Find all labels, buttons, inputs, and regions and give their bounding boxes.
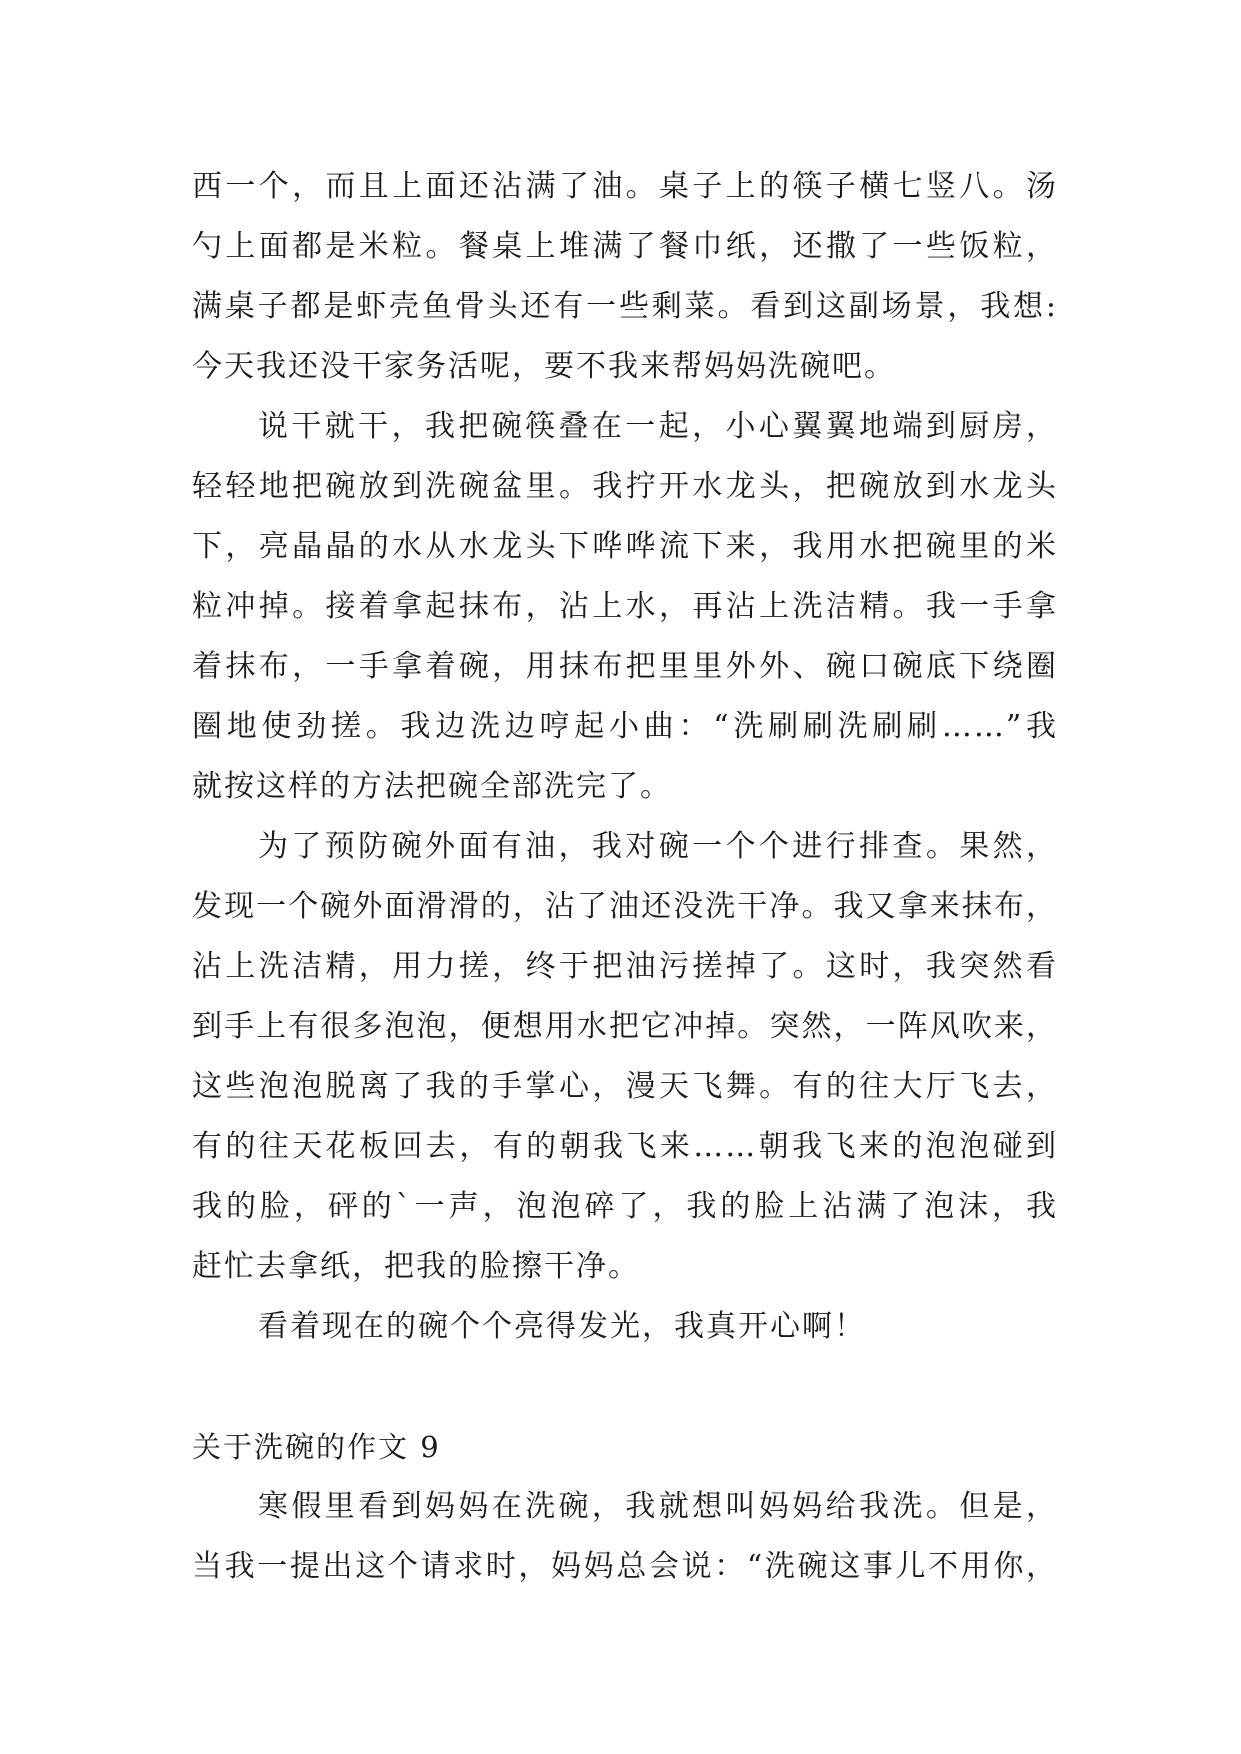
text-line: 轻轻地把碗放到洗碗盆里。我拧开水龙头，把碗放到水龙头	[192, 469, 1058, 504]
section-spacer	[192, 1357, 1058, 1417]
text-line: 西一个，而且上面还沾满了油。桌子上的筷子横七竖八。汤	[192, 169, 1058, 204]
document-body	[192, 157, 1058, 1597]
text-line: 说干就干，我把碗筷叠在一起，小心翼翼地端到厨房，	[258, 409, 1058, 444]
text-line: 粒冲掉。接着拿起抹布，沾上水，再沾上洗洁精。我一手拿	[192, 589, 1058, 624]
text-line: 赶忙去拿纸，把我的脸擦干净。	[192, 1249, 640, 1284]
text-line: 勺上面都是米粒。餐桌上堆满了餐巾纸，还撒了一些饭粒，	[192, 229, 1058, 264]
paragraph	[192, 1297, 1058, 1357]
text-line: 有的往天花板回去，有的朝我飞来……朝我飞来的泡泡碰到	[192, 1129, 1058, 1164]
text-line: 我的脸，砰的`一声，泡泡碎了，我的脸上沾满了泡沫，我	[192, 1189, 1058, 1224]
text-line: 就按这样的方法把碗全部洗完了。	[192, 769, 672, 804]
paragraph	[192, 1477, 1058, 1597]
text-line: 发现一个碗外面滑滑的，沾了油还没洗干净。我又拿来抹布，	[192, 889, 1058, 924]
text-line: 寒假里看到妈妈在洗碗，我就想叫妈妈给我洗。但是，	[258, 1489, 1058, 1524]
text-line: 圈地使劲搓。我边洗边哼起小曲：“洗刷刷洗刷刷……”我	[192, 709, 1058, 744]
paragraph	[192, 817, 1058, 1297]
text-line: 这些泡泡脱离了我的手掌心，漫天飞舞。有的往大厅飞去，	[192, 1069, 1058, 1104]
text-line: 今天我还没干家务活呢，要不我来帮妈妈洗碗吧。	[192, 349, 896, 384]
text-line: 到手上有很多泡泡，便想用水把它冲掉。突然，一阵风吹来，	[192, 1009, 1058, 1044]
text-line: 下，亮晶晶的水从水龙头下哗哗流下来，我用水把碗里的米	[192, 529, 1058, 564]
text-line: 看着现在的碗个个亮得发光，我真开心啊！	[258, 1309, 866, 1344]
paragraph	[192, 157, 1058, 397]
text-line: 当我一提出这个请求时，妈妈总会说：“洗碗这事儿不用你，	[192, 1549, 1058, 1584]
text-line: 为了预防碗外面有油，我对碗一个个进行排查。果然，	[258, 829, 1058, 864]
section-title: 关于洗碗的作文 9	[192, 1430, 441, 1464]
text-line: 着抹布，一手拿着碗，用抹布把里里外外、碗口碗底下绕圈	[192, 649, 1058, 684]
paragraph	[192, 397, 1058, 817]
text-line: 满桌子都是虾壳鱼骨头还有一些剩菜。看到这副场景，我想:	[192, 289, 1058, 324]
text-line: 沾上洗洁精，用力搓，终于把油污搓掉了。这时，我突然看	[192, 949, 1058, 984]
